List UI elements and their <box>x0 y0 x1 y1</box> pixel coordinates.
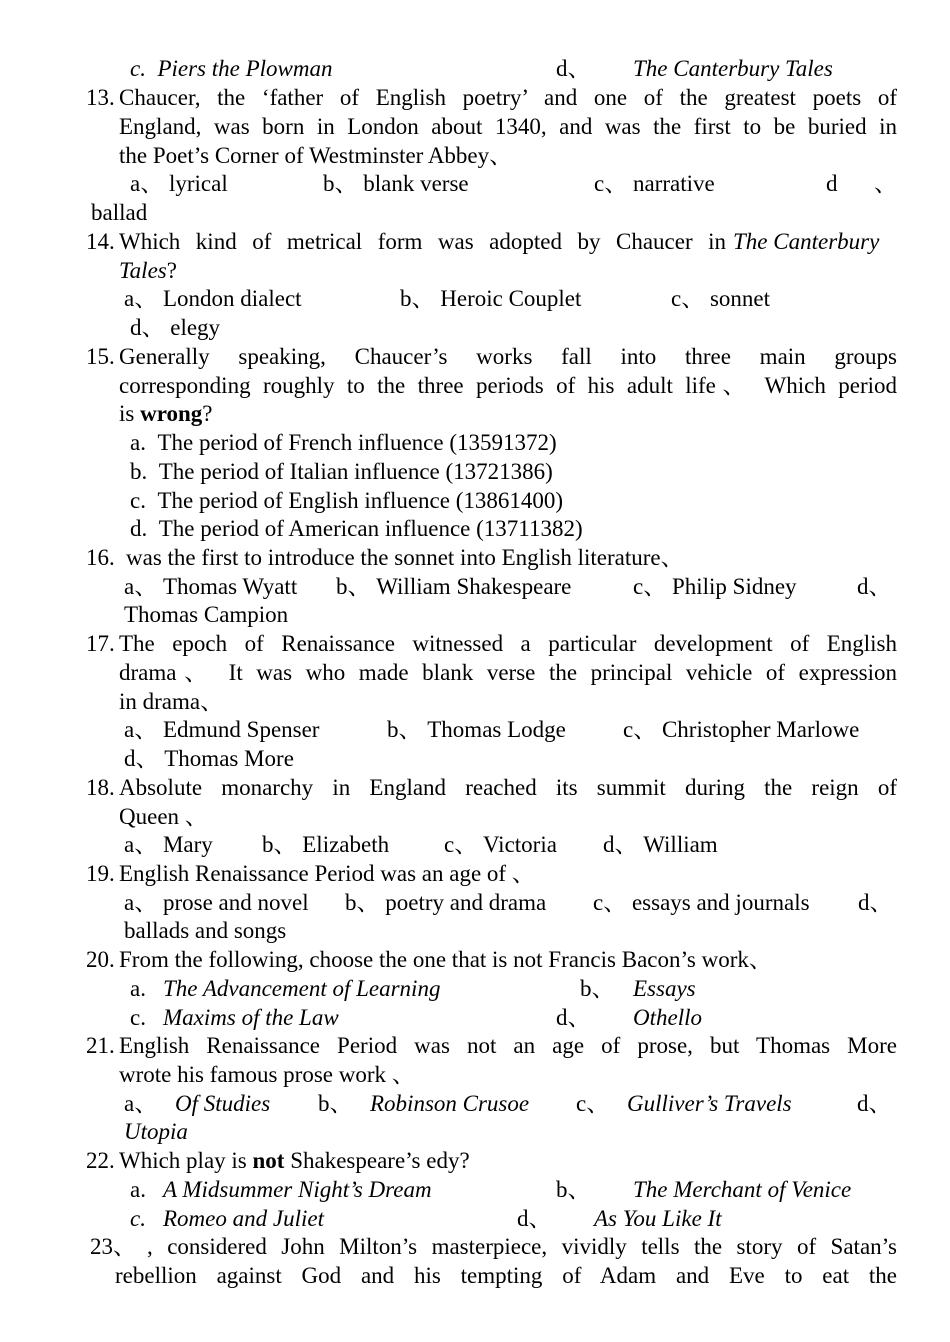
q22-option-c-label: c. <box>130 1206 146 1231</box>
q13-line-2: England, was born in London about 1340, and was the first to be buried in <box>119 114 897 139</box>
q15-option-c: c. The period of English influence (13861400) <box>130 488 564 513</box>
q21-line-2: wrote his famous prose work 、 <box>119 1062 415 1087</box>
q16-option-c: c、 Philip Sidney <box>633 574 797 599</box>
q16-option-d: Thomas Campion <box>124 602 289 627</box>
q19-number: 19. <box>86 861 115 886</box>
q20-option-a-label: a. <box>130 976 146 1001</box>
q16-option-b: b、 William Shakespeare <box>336 574 572 599</box>
q17-line-2: drama、 It was who made blank verse the principal vehicle of expression <box>119 660 897 685</box>
q17-line-1: The epoch of Renaissance witnessed a particular development of English <box>119 631 897 656</box>
q12-option-d: The Canterbury Tales <box>633 56 833 81</box>
q21-option-c: Gulliver’s Travels <box>627 1091 792 1116</box>
q20-option-d-label: d、 <box>556 1005 591 1030</box>
q20-option-d: Othello <box>633 1005 702 1030</box>
q19-option-b: b、 poetry and drama <box>345 890 547 915</box>
q15-option-a: a. The period of French influence (13591372) <box>130 430 557 455</box>
q14-option-c: c、 sonnet <box>671 286 771 311</box>
q20-option-c-label: c. <box>130 1005 146 1030</box>
q22-option-c: Romeo and Juliet <box>163 1206 324 1231</box>
q20-line-1: From the following, choose the one that is not Francis Bacon’s work、 <box>119 947 772 972</box>
q22-option-b: The Merchant of Venice <box>633 1177 852 1202</box>
q21-option-b: Robinson Crusoe <box>370 1091 530 1116</box>
q14-option-d: d、 elegy <box>130 315 221 340</box>
q21-option-d: Utopia <box>124 1119 188 1144</box>
q17-option-d: d、 Thomas More <box>124 746 294 771</box>
q15-option-d: d. The period of American influence (13711382) <box>130 516 583 541</box>
q20-number: 20. <box>86 947 115 972</box>
q22-option-b-label: b、 <box>556 1177 591 1202</box>
q19-option-a: a、 prose and novel <box>124 890 309 915</box>
q17-number: 17. <box>86 631 115 656</box>
q21-option-b-label: b、 <box>318 1091 353 1116</box>
q22-line-1: Which play is not Shakespeare’s edy? <box>119 1148 470 1173</box>
q22-option-d: As You Like It <box>594 1206 722 1231</box>
q16-option-a: a、 Thomas Wyatt <box>124 574 298 599</box>
q13-line-1: Chaucer, the ‘father of English poetry’ and one of the greatest poets of <box>119 85 897 110</box>
q13-line-3: the Poet’s Corner of Westminster Abbey、 <box>119 143 513 168</box>
q15-line-1: Generally speaking, Chaucer’s works fall into three main groups <box>119 344 897 369</box>
q18-number: 18. <box>86 775 115 800</box>
q14-option-b: b、 Heroic Couplet <box>400 286 582 311</box>
q18-option-c: c、 Victoria <box>444 832 557 857</box>
q15-number: 15. <box>86 344 115 369</box>
q21-option-c-label: c、 <box>576 1091 610 1116</box>
q15-option-b: b. The period of Italian influence (13721386) <box>130 459 553 484</box>
q14-line-1: Which kind of metrical form was adopted by Chaucer in <box>119 229 726 254</box>
q22-number: 22. <box>86 1148 115 1173</box>
q14-option-a: a、 London dialect <box>124 286 302 311</box>
q23-line-1: , considered John Milton’s masterpiece, vividly tells the story of Satan’s <box>147 1234 897 1259</box>
q16-line-1: was the first to introduce the sonnet into English literature、 <box>126 545 684 570</box>
q14-title-part-1: The Canterbury <box>733 229 880 254</box>
q16-number: 16. <box>86 545 115 570</box>
q18-option-d: d、 William <box>603 832 718 857</box>
q12-option-c: c. Piers the Plowman <box>130 56 333 81</box>
q23-line-2: rebellion against God and his tempting of Adam and Eve to eat the <box>115 1263 897 1288</box>
q13-number: 13. <box>86 85 115 110</box>
q18-line-2: Queen 、 <box>119 804 208 829</box>
q17-option-c: c、 Christopher Marlowe <box>623 717 860 742</box>
q13-option-c: c、 narrative <box>594 171 715 196</box>
q19-option-c: c、 essays and journals <box>593 890 810 915</box>
q17-option-b: b、 Thomas Lodge <box>387 717 566 742</box>
q16-option-d-label: d、 <box>857 574 892 599</box>
q14-number: 14. <box>86 229 115 254</box>
q21-line-1: English Renaissance Period was not an age of prose, but Thomas More <box>119 1033 897 1058</box>
q13-option-d-separator: 、 <box>874 171 897 196</box>
q20-option-b-label: b、 <box>580 976 615 1001</box>
q21-option-d-label: d、 <box>857 1091 892 1116</box>
q18-option-b: b、 Elizabeth <box>262 832 390 857</box>
q21-option-a-label: a、 <box>124 1091 158 1116</box>
q21-number: 21. <box>86 1033 115 1058</box>
q22-option-a-label: a. <box>130 1177 146 1202</box>
q15-line-3: is wrong? <box>119 401 213 426</box>
q20-option-b: Essays <box>633 976 696 1001</box>
q13-option-b: b、 blank verse <box>323 171 469 196</box>
q21-option-a: Of Studies <box>175 1091 271 1116</box>
q13-option-d: ballad <box>91 200 148 225</box>
q22-option-d-label: d、 <box>517 1206 552 1231</box>
q15-line-2: corresponding roughly to the three periods of his adult life、 Which period <box>119 373 897 398</box>
q20-option-a: The Advancement of Learning <box>163 976 441 1001</box>
q18-line-1: Absolute monarchy in England reached its summit during the reign of <box>119 775 897 800</box>
q17-line-3: in drama、 <box>119 689 224 714</box>
q12-option-d-label: d、 <box>556 56 591 81</box>
q13-option-a: a、 lyrical <box>130 171 228 196</box>
q19-option-d-label: d、 <box>858 890 893 915</box>
q22-option-a: A Midsummer Night’s Dream <box>163 1177 432 1202</box>
q19-line-1: English Renaissance Period was an age of 、 <box>119 861 535 886</box>
q19-option-d: ballads and songs <box>124 918 287 943</box>
q23-number: 23、 <box>90 1234 136 1259</box>
q20-option-c: Maxims of the Law <box>163 1005 339 1030</box>
q17-option-a: a、 Edmund Spenser <box>124 717 320 742</box>
q13-option-d-label: d <box>826 171 838 196</box>
q18-option-a: a、 Mary <box>124 832 213 857</box>
q14-line-2: Tales? <box>119 258 177 283</box>
